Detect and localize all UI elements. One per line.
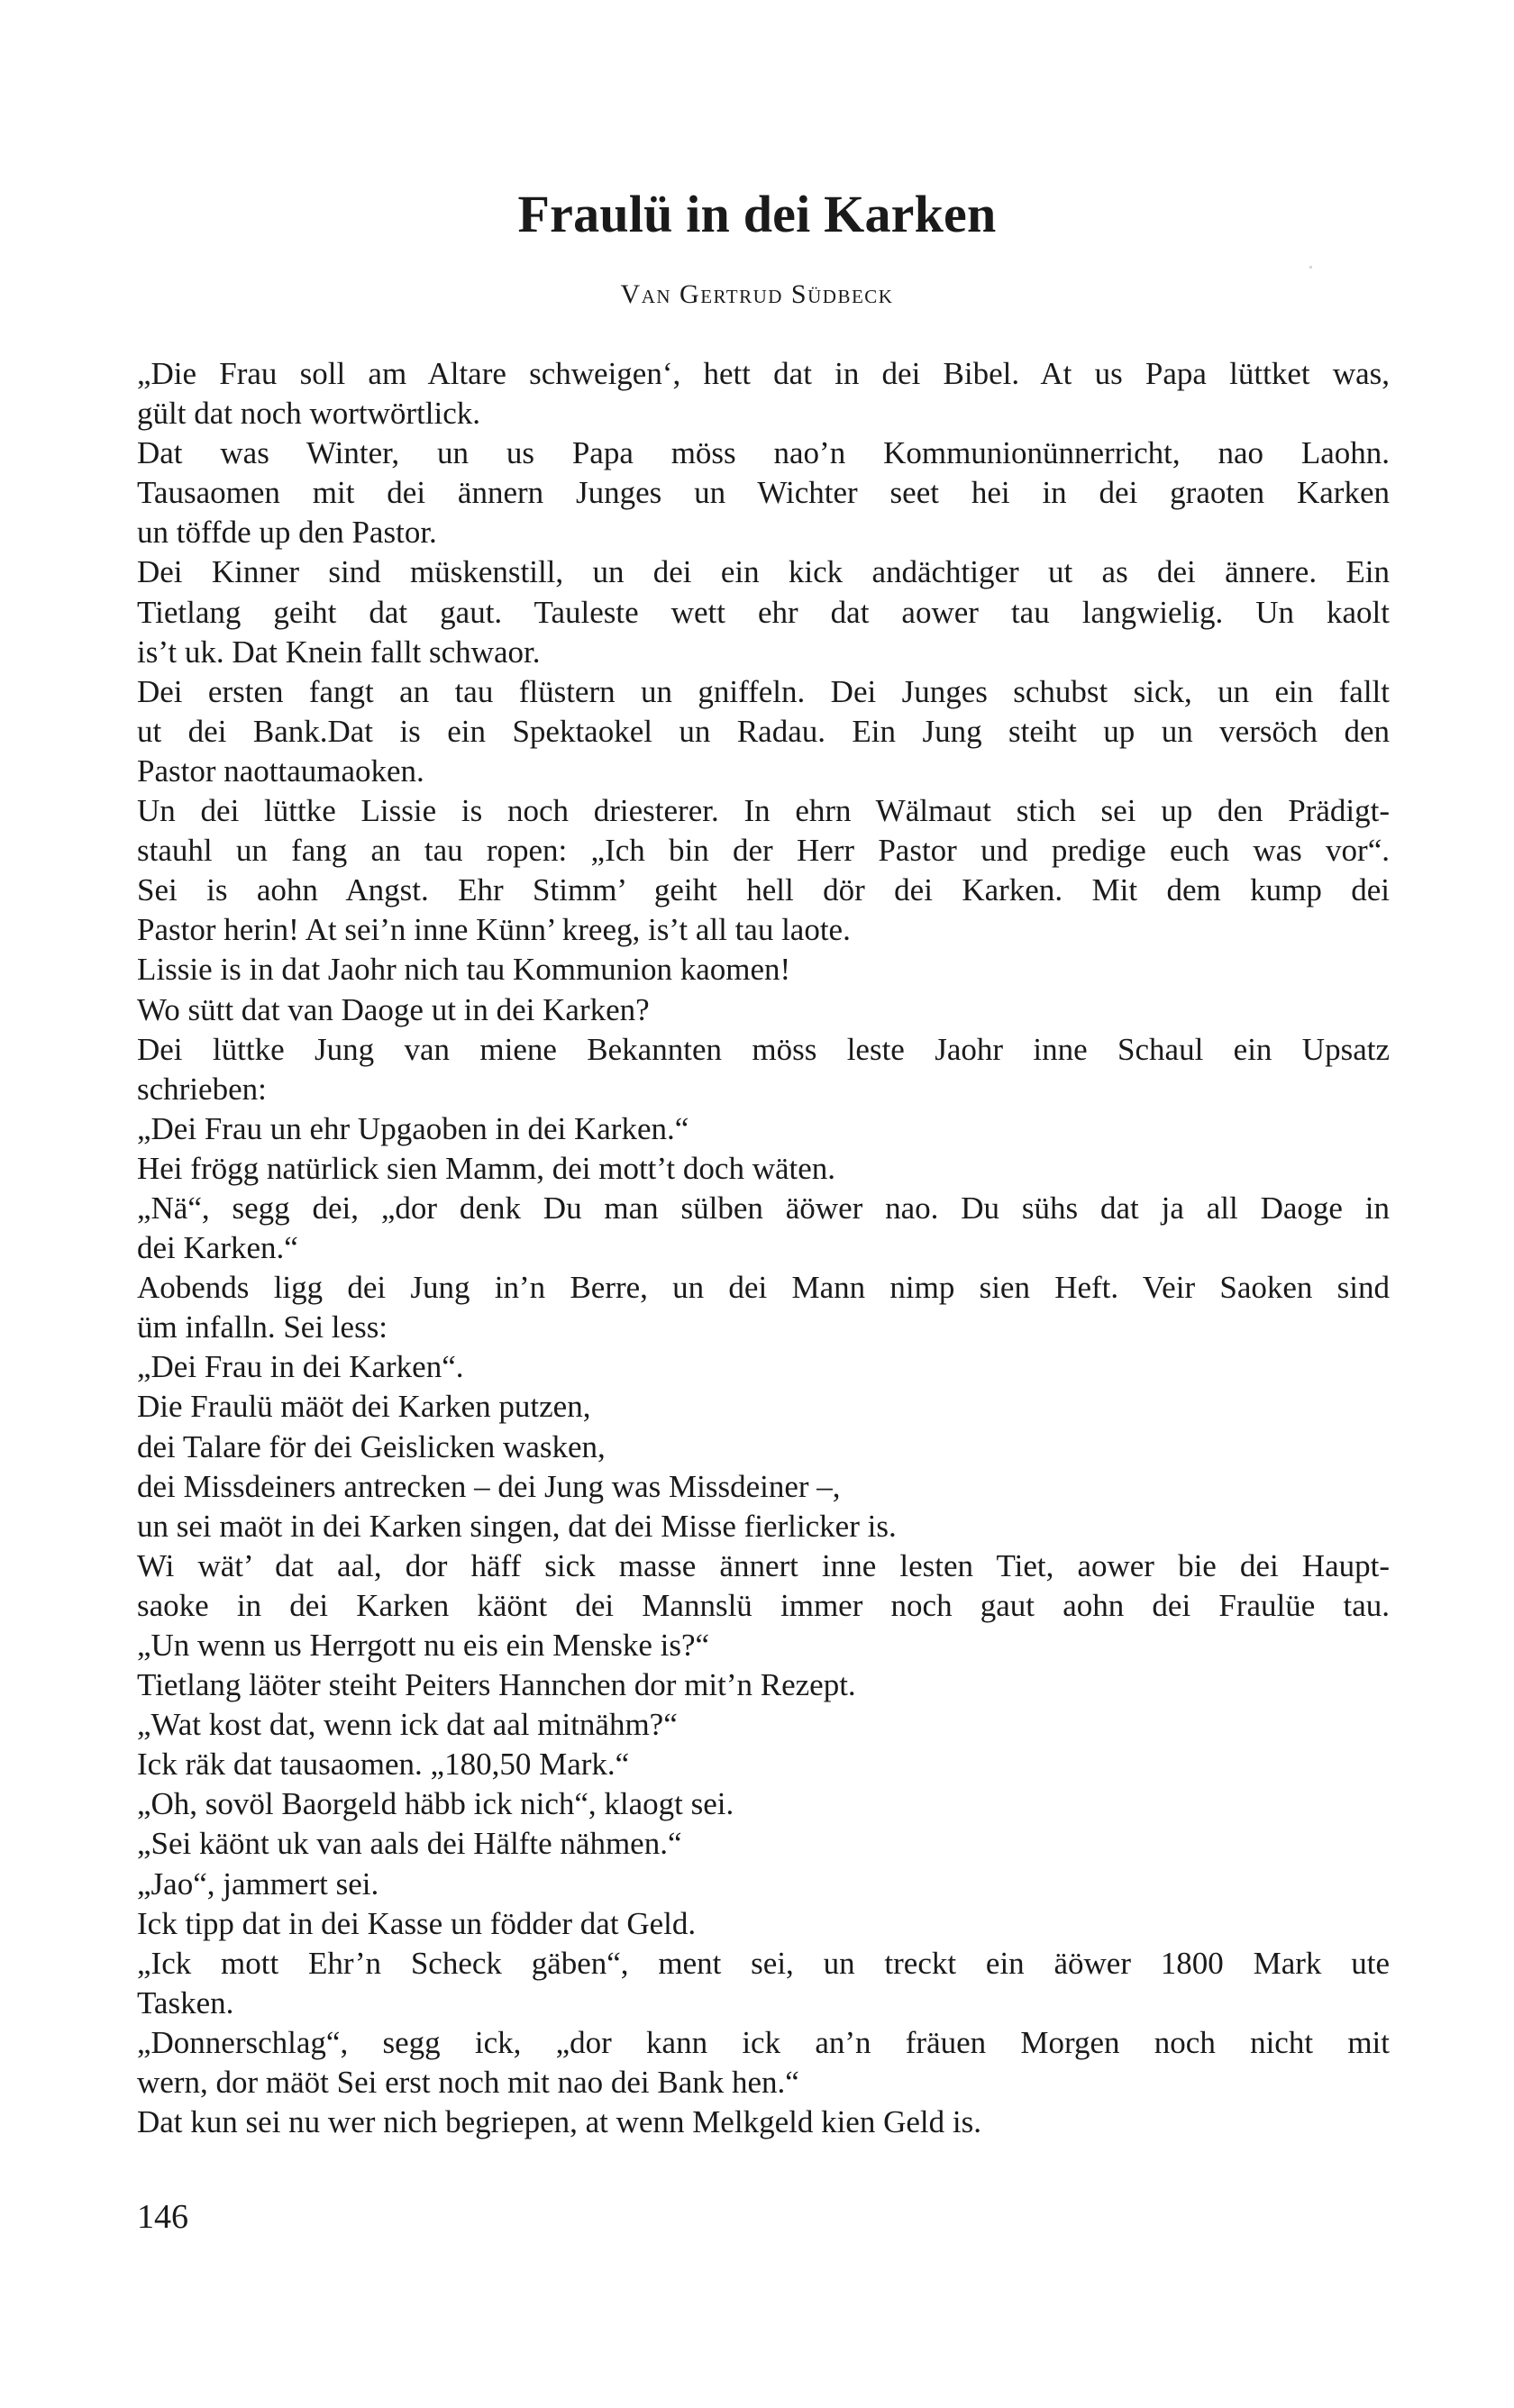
page-number: 146 bbox=[137, 2198, 188, 2236]
story-title: Fraulü in dei Karken bbox=[517, 185, 997, 243]
text-line: Wo sütt dat van Daoge ut in dei Karken? bbox=[137, 991, 650, 1027]
text-line: Aobends ligg dei Jung in’n Berre, un dei Mann nimp sien Heft. Veir Saoken sind bbox=[137, 1270, 1390, 1306]
text-line: Ick räk dat tausaomen. „180,50 Mark.“ bbox=[137, 1747, 630, 1783]
text-line: Tausaomen mit dei ännern Junges un Wichter seet hei in dei graoten Karken bbox=[137, 475, 1390, 511]
text-line: Hei frögg natürlick sien Mamm, dei mott’t doch wäten. bbox=[137, 1150, 836, 1186]
text-line: Sei is aohn Angst. Ehr Stimm’ geiht hell dör dei Karken. Mit dem kump dei bbox=[137, 872, 1390, 908]
text-line: Un dei lüttke Lissie is noch driesterer. In ehrn Wälmaut stich sei up den Prädigt- bbox=[137, 793, 1390, 829]
text-line: dei Missdeiners antrecken – dei Jung was Missdeiner –, bbox=[137, 1468, 841, 1504]
text-line: Pastor naottaumaoken. bbox=[137, 752, 424, 789]
text-line: Wi wät’ dat aal, dor häff sick masse ännert inne lesten Tiet, aower bie dei Haupt- bbox=[137, 1547, 1390, 1583]
text-line: „Un wenn us Herrgott nu eis ein Menske is?“ bbox=[137, 1628, 710, 1663]
text-line: wern, dor mäöt Sei erst noch mit nao dei Bank hen.“ bbox=[137, 2065, 799, 2101]
text-line: stauhl un fang an tau ropen: „Ich bin der Herr Pastor und predige euch was vor“. bbox=[137, 833, 1390, 869]
text-line: ut dei Bank.Dat is ein Spektaokel un Radau. Ein Jung steiht up un versöch den bbox=[137, 713, 1390, 749]
text-line: Ick tipp dat in dei Kasse un födder dat Geld. bbox=[137, 1905, 697, 1941]
text-line: üm infalln. Sei less: bbox=[137, 1309, 388, 1345]
story-body bbox=[137, 354, 1390, 2142]
text-line: „Sei käönt uk van aals dei Hälfte nähmen.“ bbox=[137, 1826, 682, 1862]
text-line: „Die Frau soll am Altare schweigen‘, hett dat in dei Bibel. At us Papa lüttket was, bbox=[137, 356, 1390, 391]
text-line: „Ick mott Ehr’n Scheck gäben“, ment sei, un treckt ein äöwer 1800 Mark ute bbox=[137, 1945, 1390, 1981]
text-line: Dat was Winter, un us Papa möss nao’n Kommunionünnerricht, nao Laohn. bbox=[137, 435, 1390, 471]
text-line: „Jao“, jammert sei. bbox=[137, 1865, 379, 1902]
text-line: Die Fraulü mäöt dei Karken putzen, bbox=[137, 1389, 591, 1425]
text-line: schrieben: bbox=[137, 1071, 267, 1107]
text-line: „Dei Frau un ehr Upgaoben in dei Karken.“ bbox=[137, 1110, 689, 1146]
text-line: „Dei Frau in dei Karken“. bbox=[137, 1349, 464, 1385]
text-line: Pastor herin! At sei’n inne Künn’ kreeg, is’t all tau laote. bbox=[137, 912, 851, 948]
text-line: dei Karken.“ bbox=[137, 1230, 298, 1266]
text-line: saoke in dei Karken käönt dei Mannslü immer noch gaut aohn dei Fraulüe tau. bbox=[137, 1587, 1390, 1623]
text-line: „Wat kost dat, wenn ick dat aal mitnähm?“ bbox=[137, 1707, 678, 1743]
author-byline: Van Gertrud Südbeck bbox=[620, 279, 894, 309]
text-line: dei Talare för dei Geislicken wasken, bbox=[137, 1428, 606, 1464]
text-line: „Donnerschlag“, segg ick, „dor kann ick an’n fräuen Morgen noch nicht mit bbox=[137, 2024, 1390, 2060]
text-line: Tietlang läöter steiht Peiters Hannchen dor mit’n Rezept. bbox=[137, 1667, 856, 1703]
text-line: Dei lüttke Jung van miene Bekannten möss leste Jaohr inne Schaul ein Upsatz bbox=[137, 1031, 1390, 1067]
text-line: un sei maöt in dei Karken singen, dat dei Misse fierlicker is. bbox=[137, 1508, 897, 1544]
text-line: Tasken. bbox=[137, 1984, 234, 2020]
text-line: „Nä“, segg dei, „dor denk Du man sülben äöwer nao. Du sühs dat ja all Daoge in bbox=[137, 1190, 1390, 1226]
text-line: Dei ersten fangt an tau flüstern un gniffeln. Dei Junges schubst sick, un ein fallt bbox=[137, 673, 1390, 709]
text-line: gült dat noch wortwörtlick. bbox=[137, 396, 481, 432]
text-line: Dei Kinner sind müskenstill, un dei ein kick andächtiger ut as dei ännere. Ein bbox=[137, 554, 1390, 590]
text-line: Dat kun sei nu wer nich begriepen, at wenn Melkgeld kien Geld is. bbox=[137, 2104, 981, 2140]
text-line: is’t uk. Dat Knein fallt schwaor. bbox=[137, 634, 541, 670]
text-line: Tietlang geiht dat gaut. Tauleste wett ehr dat aower tau langwielig. Un kaolt bbox=[137, 594, 1390, 630]
speck-mark bbox=[1309, 266, 1312, 269]
text-line: „Oh, sovöl Baorgeld häbb ick nich“, klaogt sei. bbox=[137, 1786, 734, 1822]
text-line: un töffde up den Pastor. bbox=[137, 515, 437, 551]
text-line: Lissie is in dat Jaohr nich tau Kommunion kaomen! bbox=[137, 952, 791, 988]
